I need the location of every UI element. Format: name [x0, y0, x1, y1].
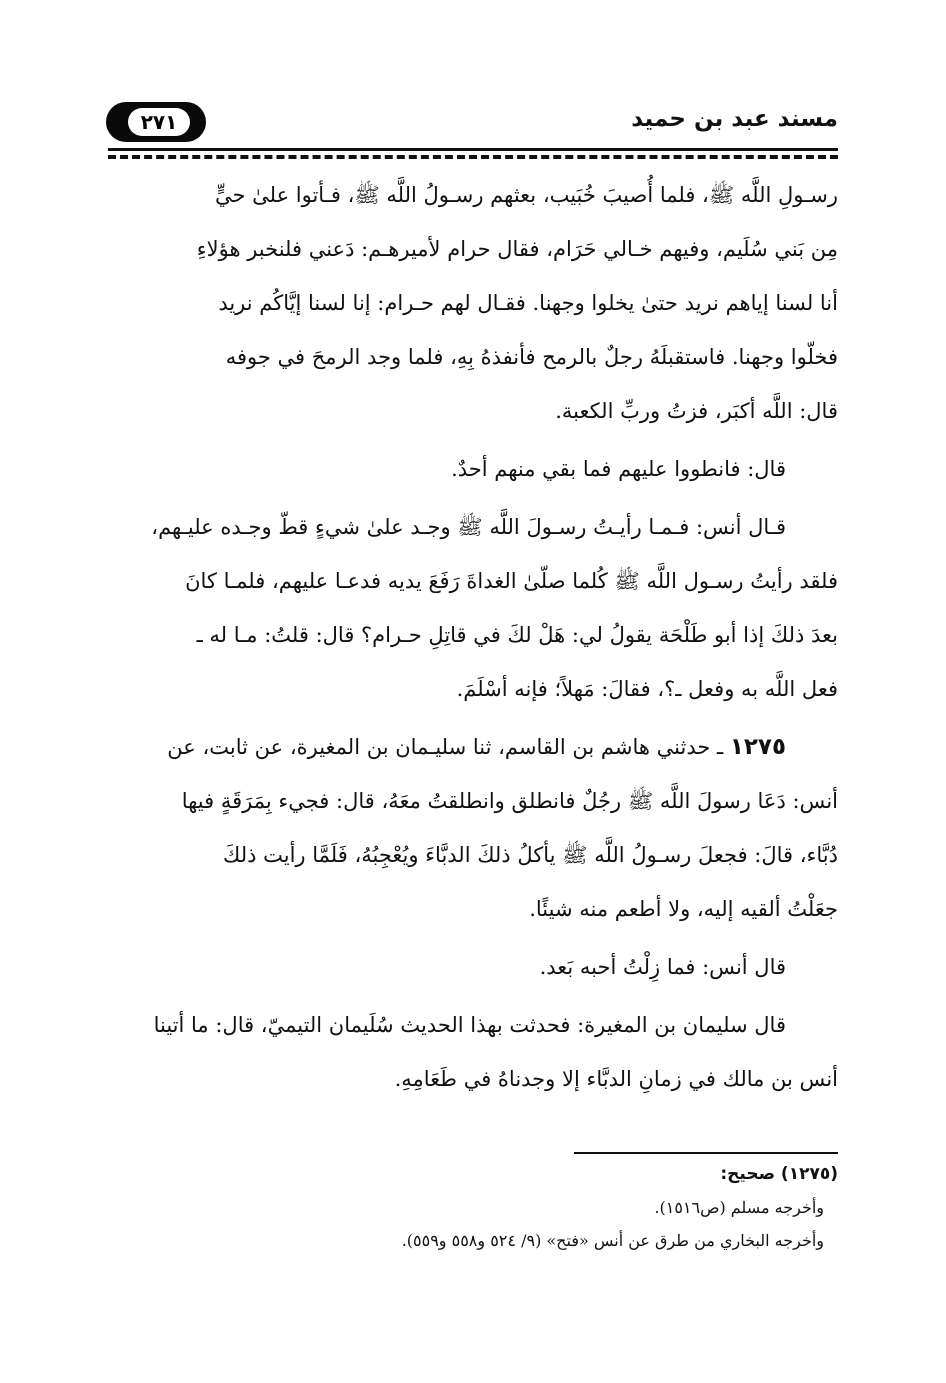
text-line: فخلّوا وجهنا. فاستقبلَهُ رجلٌ بالرمح فأنفذهُ بِهِ، فلما وجد الرمحَ في جوفه — [225, 345, 838, 369]
header-dashed-rule — [108, 155, 838, 159]
text-line: أنس بن مالك في زمانِ الدبَّاء إلا وجدناهُ في طَعَامِهِ. — [394, 1067, 838, 1091]
text-line: أنس: دَعَا رسولَ اللَّه ﷺ رجُلٌ فانطلق وانطلقتُ معَهُ، قال: فجيء بِمَرَقَةٍ فيها — [181, 789, 838, 813]
text-line: أنا لسنا إياهم نريد حتىٰ يخلوا وجهنا. فقـال لهم حـرام: إنا لسنا إيَّاكُم نريد — [218, 291, 838, 315]
text-line: قال: فانطووا عليهم فما بقي منهم أحدٌ. — [451, 457, 786, 481]
hadith-opening: ـ حدثني هاشم بن القاسم، ثنا سليـمان بن المغيرة، عن ثابت، عن — [167, 735, 730, 759]
paragraph-5 — [104, 940, 838, 994]
paragraph-6 — [104, 998, 838, 1106]
footnote-heading: (١٢٧٥) صحيح: — [720, 1164, 838, 1184]
text-line: قال: اللَّه أكبَر، فزتُ وربِّ الكعبة. — [555, 399, 838, 423]
text-line: رسـولِ اللَّه ﷺ، فلما أُصيبَ خُبَيب، بعثهم رسـولُ اللَّه ﷺ، فـأتوا علىٰ حيٍّ — [214, 183, 838, 207]
page-number: ٢٧١ — [128, 108, 190, 136]
text-line — [104, 720, 838, 774]
text-line: فعل اللَّه به وفعل ـ؟، فقالَ: مَهلاً؛ فإنه أسْلَمَ. — [456, 677, 838, 701]
footnote-rule — [574, 1152, 838, 1154]
header-rule — [108, 148, 838, 151]
paragraph-2 — [104, 442, 838, 496]
page-header — [100, 92, 840, 150]
hadith-1275 — [104, 720, 838, 936]
footnote-line: وأخرجه البخاري من طرق عن أنس «فتح» (٩/ ٥٢٤ و٥٥٨ و٥٥٩). — [401, 1231, 824, 1250]
text-line: قال سليمان بن المغيرة: فحدثت بهذا الحديث سُلَيمان التيميّ، قال: ما أتينا — [153, 1013, 786, 1037]
text-line: بعدَ ذلكَ إذا أبو طَلْحَة يقولُ لي: هَلْ لكَ في قاتِلِ حـرام؟ قال: قلتُ: مـا له ـ — [196, 623, 838, 647]
paragraph-1 — [104, 168, 838, 438]
text-line: فلقد رأيتُ رسـول اللَّه ﷺ كُلما صلّىٰ الغداةَ رَفَعَ يديه فدعـا عليهم، فلمـا كانَ — [185, 569, 838, 593]
text-line: جعَلْتُ ألقيه إليه، ولا أطعم منه شيئًا. — [529, 897, 838, 921]
main-text — [104, 168, 838, 1106]
book-title: مسند عبد بن حميد — [631, 106, 838, 132]
text-line: قـال أنس: فـمـا رأيـتُ رسـولَ اللَّه ﷺ وجـد علىٰ شيءٍ قطّ وجـده عليـهم، — [151, 515, 786, 539]
text-line: دُبَّاء، قالَ: فجعلَ رسـولُ اللَّه ﷺ يأكلُ ذلكَ الدبَّاءَ ويُعْجِبُهُ، فَلَمَّا رأيت ذلكَ — [223, 843, 838, 867]
hadith-number: ١٢٧٥ — [729, 734, 786, 760]
footnotes — [220, 1158, 838, 1257]
text-line: قال أنس: فما زِلْتُ أحبه بَعد. — [539, 955, 786, 979]
footnote-line: وأخرجه مسلم (ص١٥١٦). — [654, 1198, 824, 1217]
text-line: مِن بَني سُلَيم، وفيهم خـالي حَرَام، فقال حرام لأميرهـم: دَعني فلنخبر هؤلاءِ — [196, 237, 838, 261]
page-number-badge — [106, 102, 206, 142]
paragraph-3 — [104, 500, 838, 716]
